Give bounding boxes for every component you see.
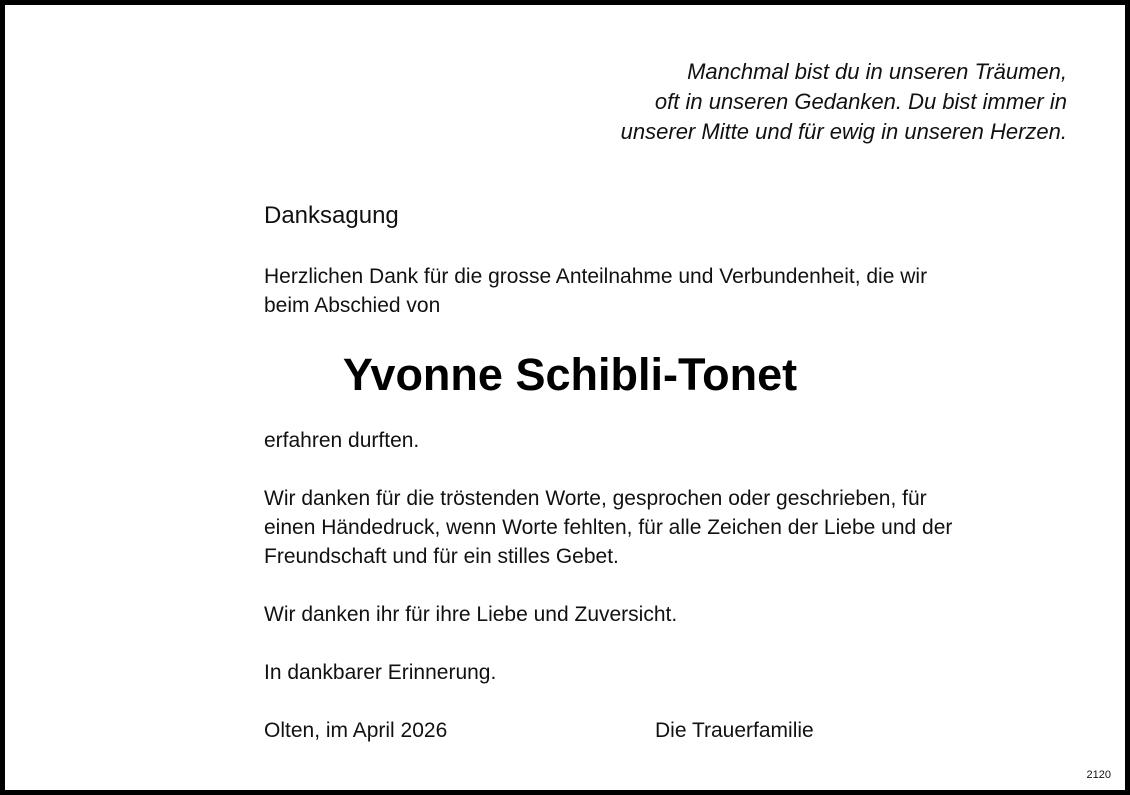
notice-heading: Danksagung xyxy=(264,202,399,229)
memorial-quote xyxy=(621,57,1067,147)
ad-code: 2120 xyxy=(1086,769,1111,781)
quote-line: oft in unseren Gedanken. Du bist immer in xyxy=(654,89,1067,114)
thanks-paragraph xyxy=(264,484,1064,571)
quote-line: unserer Mitte und für ewig in unseren Herzen. xyxy=(620,119,1067,144)
intro-line: Herzlichen Dank für die grosse Anteilnahme und Verbundenheit, die wir xyxy=(264,265,928,288)
thanks-line: Wir danken für die tröstenden Worte, gesprochen oder geschrieben, für xyxy=(264,487,927,510)
intro-line: beim Abschied von xyxy=(264,294,441,317)
closing-line: In dankbarer Erinnerung. xyxy=(264,661,497,684)
intro-paragraph xyxy=(264,262,1064,320)
experienced-line: erfahren durften. xyxy=(264,429,420,452)
signature: Die Trauerfamilie xyxy=(655,719,814,742)
quote-line: Manchmal bist du in unseren Träumen, xyxy=(687,59,1067,84)
place-date: Olten, im April 2026 xyxy=(264,719,448,742)
deceased-name: Yvonne Schibli-Tonet xyxy=(342,349,798,400)
gratitude-line: Wir danken ihr für ihre Liebe und Zuversicht. xyxy=(264,603,678,626)
thanks-line: einen Händedruck, wenn Worte fehlten, für alle Zeichen der Liebe und der xyxy=(264,516,953,539)
thanks-line: Freundschaft und für ein stilles Gebet. xyxy=(264,545,619,568)
